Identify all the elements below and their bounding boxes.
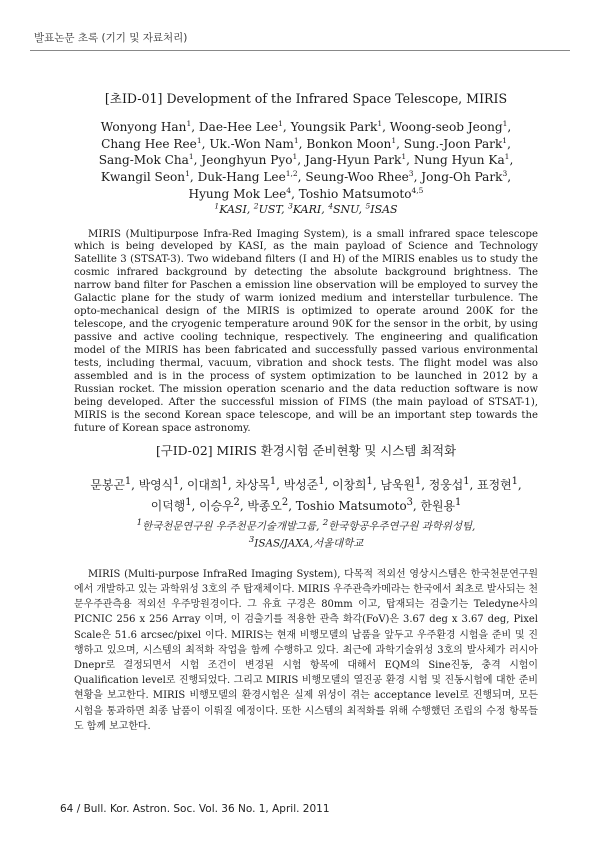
author-name: Kwangil Seon bbox=[100, 170, 186, 185]
author-name: Bonkon Moon bbox=[306, 136, 392, 151]
running-header: 발표논문 초록 (기기 및 자료처리) bbox=[34, 32, 188, 44]
author-name: 남욱원 bbox=[380, 477, 415, 492]
author-name: Uk.-Won Nam bbox=[209, 136, 294, 151]
affiliation-name: KARI bbox=[292, 202, 322, 216]
author-affiliation-mark: 1 bbox=[185, 169, 190, 179]
author-affiliation-mark: 3 bbox=[502, 169, 508, 179]
author-affiliation-mark: 1 bbox=[463, 476, 470, 487]
abstract-2-body: MIRIS (Multi-purpose InfraRed Imaging System), 다목적 적외선 영상시스템은 한국천문연구원에서 개발하고 있는 과학위성 3호의 주 탑재체이다. MIRIS 우주관측카메라는 한국에서 최초로 발사되는 천문우주관측용 적외선 우주망원경이다. 그 유효 구경은 80mm 이고, 탑재되는 검출기는 Teledyne사의 PICNIC 256 x 256 Array 이며, 이 검출기를 적용한 관측 화각(FoV)은 3.67 deg x 3.67 deg, Pixel Scale은 51.6 arcsec/pixel 이다. MIRIS는 현재 비행모델의 납품을 앞두고 우주환경 시험을 준비 및 진행하고 있으며, 시스템의 최적화 작업을 함께 수행하고 있다. 최근에 과학기술위성 3호의 발사체가 러시아 Dnepr로 결정되면서 시험 조건이 변경된 시험 항목에 대해서 EQM의 Sine진동, 충격 시험이 Qualification level로 진행되었다. 그리고 MIRIS 비행모델의 열진공 환경 시험 및 진동시험에 대한 준비 현황을 보고한다. MIRIS 비행모델의 환경시험은 실제 위성이 겪는 acceptance level로 진행되며, 모든 시험을 통과하면 최종 납품이 이뤄질 예정이다. 또한 시스템의 최적화를 위해 수행했던 조립의 수정 항목들도 함께 보고한다. bbox=[74, 568, 538, 732]
author-name: Toshio Matsumoto bbox=[295, 498, 407, 513]
author-affiliation-mark: 1 bbox=[502, 135, 508, 145]
author-affiliation-mark: 1 bbox=[221, 476, 228, 487]
author-affiliation-mark: 1 bbox=[293, 135, 299, 145]
author-affiliation-mark: 1 bbox=[185, 496, 192, 508]
author-name: 이대희 bbox=[187, 477, 222, 492]
affiliation-name: SNU bbox=[333, 202, 359, 216]
author-affiliation-mark: 1 bbox=[414, 476, 422, 487]
affiliation-number: 1 bbox=[136, 517, 143, 528]
author-affiliation-mark: 4,5 bbox=[411, 185, 424, 195]
author-affiliation-mark: 1,2 bbox=[285, 169, 298, 179]
abstract-1 bbox=[74, 88, 538, 436]
author-affiliation-mark: 1 bbox=[391, 135, 397, 145]
author-affiliation-mark: 1 bbox=[454, 496, 462, 508]
abstract-2 bbox=[74, 441, 538, 734]
author-affiliation-mark: 1 bbox=[511, 476, 518, 487]
author-name: Toshio Matsumoto bbox=[298, 186, 412, 201]
author-name: Dae-Hee Lee bbox=[198, 120, 279, 134]
author-name: 이창희 bbox=[332, 477, 367, 492]
author-name: 정웅섭 bbox=[428, 477, 464, 492]
author-affiliation-mark: 1 bbox=[186, 118, 192, 128]
affiliation-name: UST bbox=[258, 202, 282, 216]
author-affiliation-mark: 1 bbox=[504, 152, 510, 162]
author-affiliation-mark: 1 bbox=[269, 476, 277, 487]
author-affiliation-mark: 4 bbox=[286, 185, 292, 195]
affiliation-name: 한국천문연구원 우주천문기술개발그룹 bbox=[142, 520, 317, 533]
author-name: Woong-seob Jeong bbox=[389, 120, 503, 134]
author-name: Jang-Hyun Park bbox=[304, 153, 402, 168]
author-name: 박성준 bbox=[283, 477, 319, 492]
author-affiliation-mark: 3 bbox=[406, 496, 413, 508]
affiliation-name: 한국항공우주연구원 과학위성팀 bbox=[328, 520, 473, 533]
abstract-1-title: [초ID-01] Development of the Infrared Space Telescope, MIRIS bbox=[104, 91, 508, 106]
author-affiliation-mark: 2 bbox=[281, 496, 289, 508]
author-name: Nung Hyun Ka bbox=[413, 153, 505, 168]
author-affiliation-mark: 1 bbox=[401, 152, 407, 162]
author-name: 문봉곤 bbox=[90, 477, 125, 492]
affiliation-number: 2 bbox=[253, 200, 259, 210]
abstract-2-affiliations: $^1$한국천문연구원 우주천문기술개발그룹, $^2$한국항공우주연구원 과학위성팀, $^3$ISAS/JAXA,서울대학교 bbox=[136, 517, 476, 550]
author-affiliation-mark: 1 bbox=[377, 118, 383, 128]
author-name: Wonyong Han bbox=[100, 120, 187, 134]
affiliation-number: 5 bbox=[365, 200, 371, 210]
affiliation-name: ISAS/JAXA,서울대학교 bbox=[254, 537, 364, 550]
author-name: Jong-Oh Park bbox=[421, 170, 503, 185]
affiliation-number: 3 bbox=[288, 200, 293, 210]
author-name: 이덕행 bbox=[150, 498, 186, 513]
author-name: 표정현 bbox=[477, 477, 512, 492]
author-affiliation-mark: 1 bbox=[502, 118, 508, 128]
abstract-2-authors: 문봉곤$^1$, 박영식$^1$, 이대희$^1$, 차상목$^1$, 박성준$^1$, 이창희$^1$, 남욱원$^1$, 정웅섭$^1$, 표정현$^1$, 이덕행$^1$, 이승우$^2$, 박종오$^2$, Toshio Matsumoto$^3$, 한원용$^1$ bbox=[90, 476, 522, 513]
affiliation-number: 1 bbox=[214, 200, 220, 210]
abstract-2-title: [구ID-02] MIRIS 환경시험 준비현황 및 시스템 최적화 bbox=[155, 443, 457, 458]
author-name: Jeonghyun Pyo bbox=[201, 153, 293, 168]
abstract-1-authors: Wonyong Han$^1$, Dae-Hee Lee$^1$, Youngsik Park$^1$, Woong-seob Jeong$^1$, Chang Hee Ree$^1$, Uk.-Won Nam$^1$, Bonkon Moon$^1$, Sung.-Joon Park$^1$, Sang-Mok Cha$^1$, Jeonghyun Pyo$^1$, Jang-Hyun Park$^1$, Nung Hyun Ka$^1$, Kwangil Seon$^1$, Duk-Hang Lee$^{1,2}$, Seung-Woo Rhee$^3$, Jong-Oh Park$^3$, Hyung Mok Lee$^4$, Toshio Matsumoto$^{4,5}$ bbox=[98, 118, 514, 201]
author-name: Duk-Hang Lee bbox=[197, 170, 286, 185]
author-affiliation-mark: 1 bbox=[292, 152, 298, 162]
author-name: 한원용 bbox=[420, 498, 455, 513]
author-affiliation-mark: 1 bbox=[196, 135, 202, 145]
author-affiliation-mark: 1 bbox=[173, 476, 180, 487]
author-affiliation-mark: 2 bbox=[233, 496, 240, 508]
author-affiliation-mark: 1 bbox=[124, 476, 132, 487]
author-name: Chang Hee Ree bbox=[101, 136, 197, 151]
author-name: 박영식 bbox=[138, 477, 174, 492]
abstract-1-body: MIRIS (Multipurpose Infra-Red Imaging System), is a small infrared space telescope which is being developed by KASI, as the main payload of Science and Technology Satellite 3 (STSAT-3). Two wideband filters (I and H) of the MIRIS enables us to study the cosmic infrared background by detecting the absolute background brightness. The narrow band filter for Paschen a emission line observation will be employed to survey the Galactic plane for the study of warm ionized medium and interstellar turbulence. The opto-mechanical design of the MIRIS is optimized to operate around 200K for the telescope, and the cryogenic temperature around 90K for the sensor in the orbit, by using passive and active cooling technique, respectively. The engineering and qualification model of the MIRIS has been fabricated and successfully passed various environmental tests, including thermal, vacuum, vibration and shock tests. The flight model was also assembled and is in the process of system optimization to be launched in 2012 by a Russian rocket. The mission operation scenario and the data reduction software is now being developed. After the successful mission of FIMS (the main payload of STSAT-1), MIRIS is the second Korean space telescope, and will be an important step towards the future of Korean space astronomy. bbox=[74, 228, 538, 434]
author-name: Sung.-Joon Park bbox=[403, 136, 503, 151]
author-name: Hyung Mok Lee bbox=[188, 186, 287, 201]
author-affiliation-mark: 3 bbox=[408, 169, 414, 179]
author-name: 차상목 bbox=[235, 477, 270, 492]
author-name: 박종오 bbox=[247, 498, 282, 513]
author-affiliation-mark: 1 bbox=[318, 476, 325, 487]
author-name: Seung-Woo Rhee bbox=[305, 170, 409, 185]
author-affiliation-mark: 1 bbox=[366, 476, 373, 487]
author-name: Youngsik Park bbox=[290, 120, 378, 134]
affiliation-number: 3 bbox=[248, 534, 255, 545]
page-footer-citation: 64 / Bull. Kor. Astron. Soc. Vol. 36 No. 1, April. 2011 bbox=[60, 803, 330, 815]
header-divider bbox=[30, 50, 570, 51]
affiliation-name: ISAS bbox=[370, 202, 398, 216]
author-affiliation-mark: 1 bbox=[188, 152, 194, 162]
affiliation-name: KASI bbox=[219, 202, 247, 216]
affiliation-number: 4 bbox=[328, 200, 334, 210]
author-name: 이승우 bbox=[199, 498, 234, 513]
affiliation-number: 2 bbox=[322, 517, 329, 528]
author-affiliation-mark: 1 bbox=[278, 118, 283, 128]
abstract-1-affiliations: $^1$KASI, $^2$UST, $^3$KARI, $^4$SNU, $^5$ISAS bbox=[214, 200, 398, 216]
author-name: Sang-Mok Cha bbox=[98, 153, 189, 168]
